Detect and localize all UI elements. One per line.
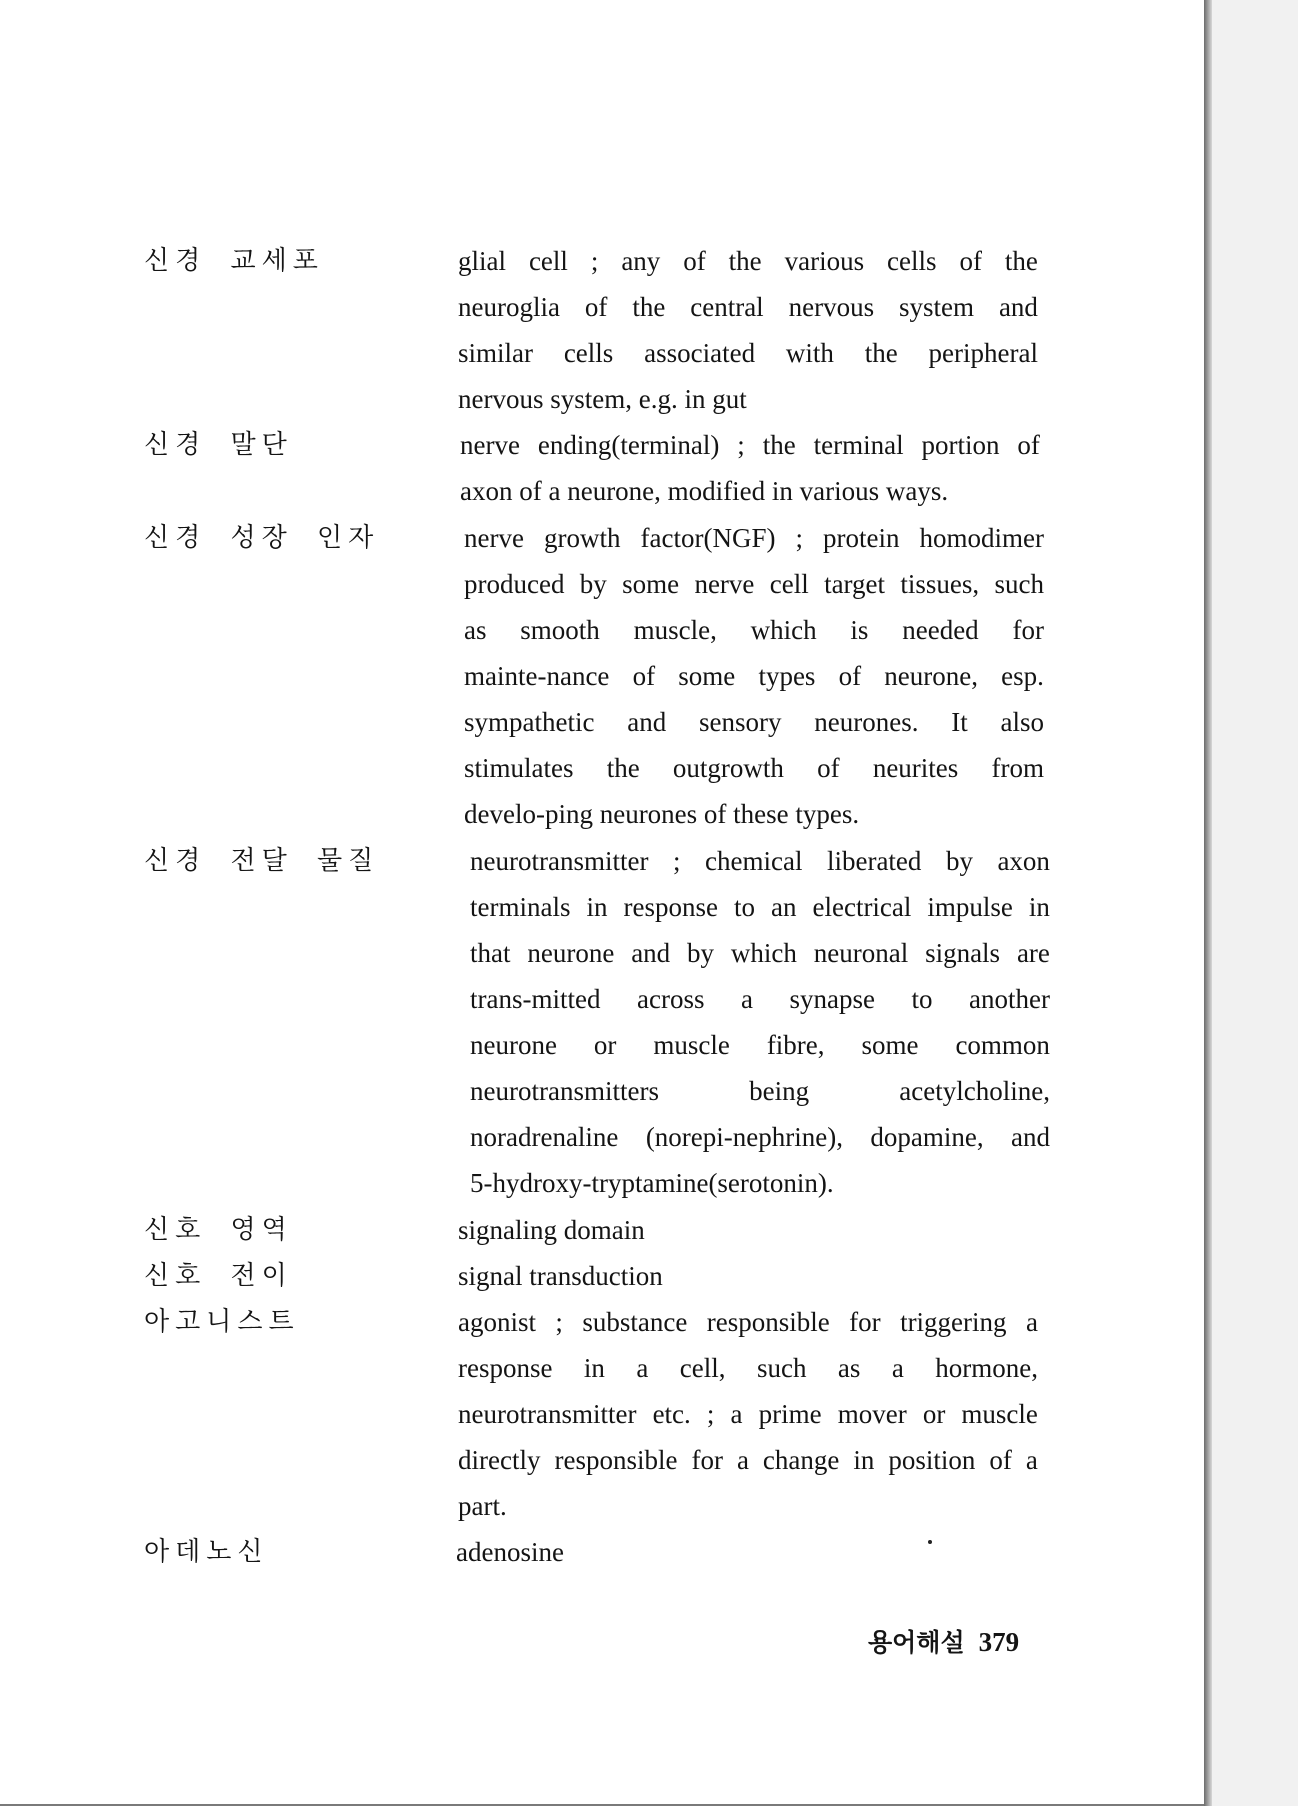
entry-term: 신경 전달 물질	[144, 846, 380, 876]
entry-definition	[460, 422, 1040, 514]
entry-term: 아고니스트	[144, 1307, 300, 1337]
word: axon	[997, 846, 1050, 876]
definition-line	[464, 515, 1044, 561]
word: in	[586, 892, 608, 922]
word: protein	[823, 523, 900, 553]
word: any	[621, 246, 661, 276]
entry-definition	[458, 1207, 1038, 1253]
definition-line	[458, 1391, 1038, 1437]
word: neurotransmitter	[470, 846, 649, 876]
word: noradrenaline	[470, 1122, 619, 1152]
word: a	[730, 1399, 743, 1429]
definition-line	[470, 930, 1050, 976]
word: some	[861, 1030, 919, 1060]
definition-line: axon of a neurone, modified in various ways.	[460, 476, 949, 506]
definition-line	[458, 284, 1038, 330]
word: the	[762, 430, 796, 460]
definition-line: adenosine	[456, 1537, 564, 1567]
word: neuroglia	[458, 292, 560, 322]
word: produced	[464, 569, 565, 599]
word: for	[849, 1307, 881, 1337]
word: ;	[795, 523, 803, 553]
definition-line	[464, 561, 1044, 607]
definition-line	[460, 422, 1040, 468]
word: neuronal	[813, 938, 909, 968]
word: growth	[543, 523, 621, 553]
definition-line: part.	[458, 1491, 507, 1521]
word: by	[945, 846, 973, 876]
word: cells	[887, 246, 937, 276]
word: as	[464, 615, 487, 645]
definition-line: signaling domain	[458, 1215, 645, 1245]
definition-line: 5-hydroxy-tryptamine(serotonin).	[470, 1168, 834, 1198]
word: fibre,	[766, 1030, 825, 1060]
word: in	[583, 1353, 605, 1383]
word: of	[1017, 430, 1040, 460]
word: some	[622, 569, 680, 599]
word: neurone	[470, 1030, 557, 1060]
word: a	[636, 1353, 649, 1383]
word: ;	[555, 1307, 563, 1337]
definition-line	[470, 1114, 1050, 1160]
word: to	[911, 984, 933, 1014]
word: with	[785, 338, 834, 368]
word: mainte-nance	[464, 661, 610, 691]
word: neurones.	[814, 707, 919, 737]
word: nervous	[788, 292, 875, 322]
word: of	[632, 661, 656, 691]
word: ;	[737, 430, 745, 460]
word: esp.	[1001, 661, 1044, 691]
word: agonist	[458, 1307, 536, 1337]
definition-line	[470, 1068, 1050, 1114]
word: impulse	[927, 892, 1013, 922]
page-footer	[868, 1623, 1019, 1659]
word: change	[762, 1445, 840, 1475]
word: a	[740, 984, 753, 1014]
entry-term: 신호 전이	[144, 1261, 293, 1291]
definition-line: signal transduction	[458, 1261, 663, 1291]
entry-definition	[470, 838, 1050, 1206]
entry-definition	[456, 1529, 1036, 1575]
word: and	[998, 292, 1038, 322]
word: position	[888, 1445, 976, 1475]
word: neurites	[872, 753, 959, 783]
word: ;	[590, 246, 599, 276]
footer-section-title: 용어해설	[868, 1628, 965, 1657]
word: response	[623, 892, 718, 922]
definition-line: develo-ping neurones of these types.	[464, 799, 860, 829]
word: substance	[582, 1307, 688, 1337]
definition-line	[464, 607, 1044, 653]
definition-line	[458, 1299, 1038, 1345]
word: the	[606, 753, 640, 783]
word: by	[579, 569, 607, 599]
word: terminals	[470, 892, 571, 922]
word: the	[1004, 246, 1038, 276]
word: liberated	[826, 846, 922, 876]
word: cell,	[679, 1353, 726, 1383]
definition-line	[470, 976, 1050, 1022]
word: electrical	[812, 892, 912, 922]
word: hormone,	[935, 1353, 1038, 1383]
page-number: 379	[978, 1627, 1020, 1657]
word: of	[817, 753, 840, 783]
word: some	[678, 661, 736, 691]
word: that	[470, 938, 511, 968]
definition-line	[458, 1345, 1038, 1391]
word: for	[691, 1445, 723, 1475]
word: homodimer	[919, 523, 1044, 553]
word: or	[922, 1399, 946, 1429]
word: triggering	[900, 1307, 1007, 1337]
word: acetylcholine,	[899, 1076, 1050, 1106]
word: are	[1016, 938, 1050, 968]
word: mover	[837, 1399, 907, 1429]
word: neurone,	[884, 661, 978, 691]
word: sympathetic	[464, 707, 595, 737]
word: responsible	[706, 1307, 830, 1337]
word: of	[959, 246, 982, 276]
entry-term: 신경 교세포	[144, 246, 324, 276]
definition-line	[458, 238, 1038, 284]
word: muscle,	[633, 615, 717, 645]
word: directly	[458, 1445, 541, 1475]
entry-definition	[458, 1299, 1038, 1529]
definition-line	[458, 1437, 1038, 1483]
word: another	[969, 984, 1050, 1014]
word: etc.	[652, 1399, 691, 1429]
word: common	[955, 1030, 1050, 1060]
word: muscle	[961, 1399, 1038, 1429]
definition-line	[464, 699, 1044, 745]
word: of	[989, 1445, 1012, 1475]
word: prime	[758, 1399, 822, 1429]
entry-definition	[458, 238, 1038, 422]
word: glial	[458, 246, 506, 276]
word: for	[1012, 615, 1044, 645]
word: a	[891, 1353, 904, 1383]
word: of	[683, 246, 706, 276]
word: ;	[706, 1399, 715, 1429]
word: nerve	[694, 569, 755, 599]
page-edge	[1204, 0, 1212, 1806]
word: and	[631, 938, 671, 968]
word: by	[687, 938, 715, 968]
word: associated	[644, 338, 756, 368]
word: cell	[769, 569, 809, 599]
word: nerve	[464, 523, 524, 553]
word: needed	[902, 615, 979, 645]
word: or	[593, 1030, 617, 1060]
entry-term: 아데노신	[144, 1537, 269, 1567]
word: across	[636, 984, 705, 1014]
word: is	[850, 615, 869, 645]
word: ending(terminal)	[537, 430, 720, 460]
word: smooth	[520, 615, 600, 645]
word: various	[784, 246, 865, 276]
word: and	[1011, 1122, 1050, 1152]
word: a	[1025, 1445, 1038, 1475]
word: such	[994, 569, 1044, 599]
word: target	[824, 569, 886, 599]
word: types	[758, 661, 816, 691]
word: which	[750, 615, 817, 645]
word: muscle	[653, 1030, 730, 1060]
word: neurotransmitter	[458, 1399, 637, 1429]
word: similar	[458, 338, 533, 368]
word: cell	[528, 246, 568, 276]
word: signals	[925, 938, 1001, 968]
definition-line	[470, 838, 1050, 884]
word: an	[771, 892, 797, 922]
word: neurotransmitters	[470, 1076, 659, 1106]
entry-definition	[464, 515, 1044, 837]
word: terminal	[813, 430, 904, 460]
word: being	[749, 1076, 810, 1106]
word: from	[991, 753, 1044, 783]
word: the	[632, 292, 666, 322]
word: in	[1028, 892, 1050, 922]
word: neurone	[527, 938, 615, 968]
word: tissues,	[900, 569, 980, 599]
word: of	[584, 292, 608, 322]
word: It	[951, 707, 968, 737]
word: a	[736, 1445, 749, 1475]
word: portion	[921, 430, 1000, 460]
word: and	[627, 707, 667, 737]
word: the	[728, 246, 762, 276]
word: cells	[563, 338, 614, 368]
word: the	[864, 338, 898, 368]
word: stimulates	[464, 753, 574, 783]
definition-line	[470, 1022, 1050, 1068]
definition-line	[458, 330, 1038, 376]
word: (norepi-nephrine),	[645, 1122, 843, 1152]
word: also	[1000, 707, 1044, 737]
stray-dot	[928, 1540, 932, 1544]
definition-line	[464, 745, 1044, 791]
definition-line	[470, 884, 1050, 930]
definition-line: nervous system, e.g. in gut	[458, 384, 747, 414]
word: ;	[672, 846, 681, 876]
word: peripheral	[928, 338, 1038, 368]
word: sensory	[698, 707, 782, 737]
word: dopamine,	[870, 1122, 984, 1152]
word: nerve	[460, 430, 520, 460]
entry-term: 신호 영역	[144, 1215, 293, 1245]
word: such	[756, 1353, 807, 1383]
word: central	[690, 292, 764, 322]
word: of	[838, 661, 862, 691]
entry-term: 신경 말단	[144, 430, 293, 460]
word: in	[853, 1445, 875, 1475]
word: chemical	[705, 846, 803, 876]
entry-term: 신경 성장 인자	[144, 523, 380, 553]
word: a	[1025, 1307, 1038, 1337]
word: outgrowth	[672, 753, 784, 783]
word: system	[899, 292, 975, 322]
word: trans-mitted	[470, 984, 601, 1014]
word: which	[730, 938, 797, 968]
word: synapse	[789, 984, 875, 1014]
word: responsible	[554, 1445, 678, 1475]
entry-definition	[458, 1253, 1038, 1299]
word: to	[733, 892, 755, 922]
definition-line	[464, 653, 1044, 699]
word: response	[458, 1353, 553, 1383]
word: as	[837, 1353, 861, 1383]
word: factor(NGF)	[640, 523, 776, 553]
